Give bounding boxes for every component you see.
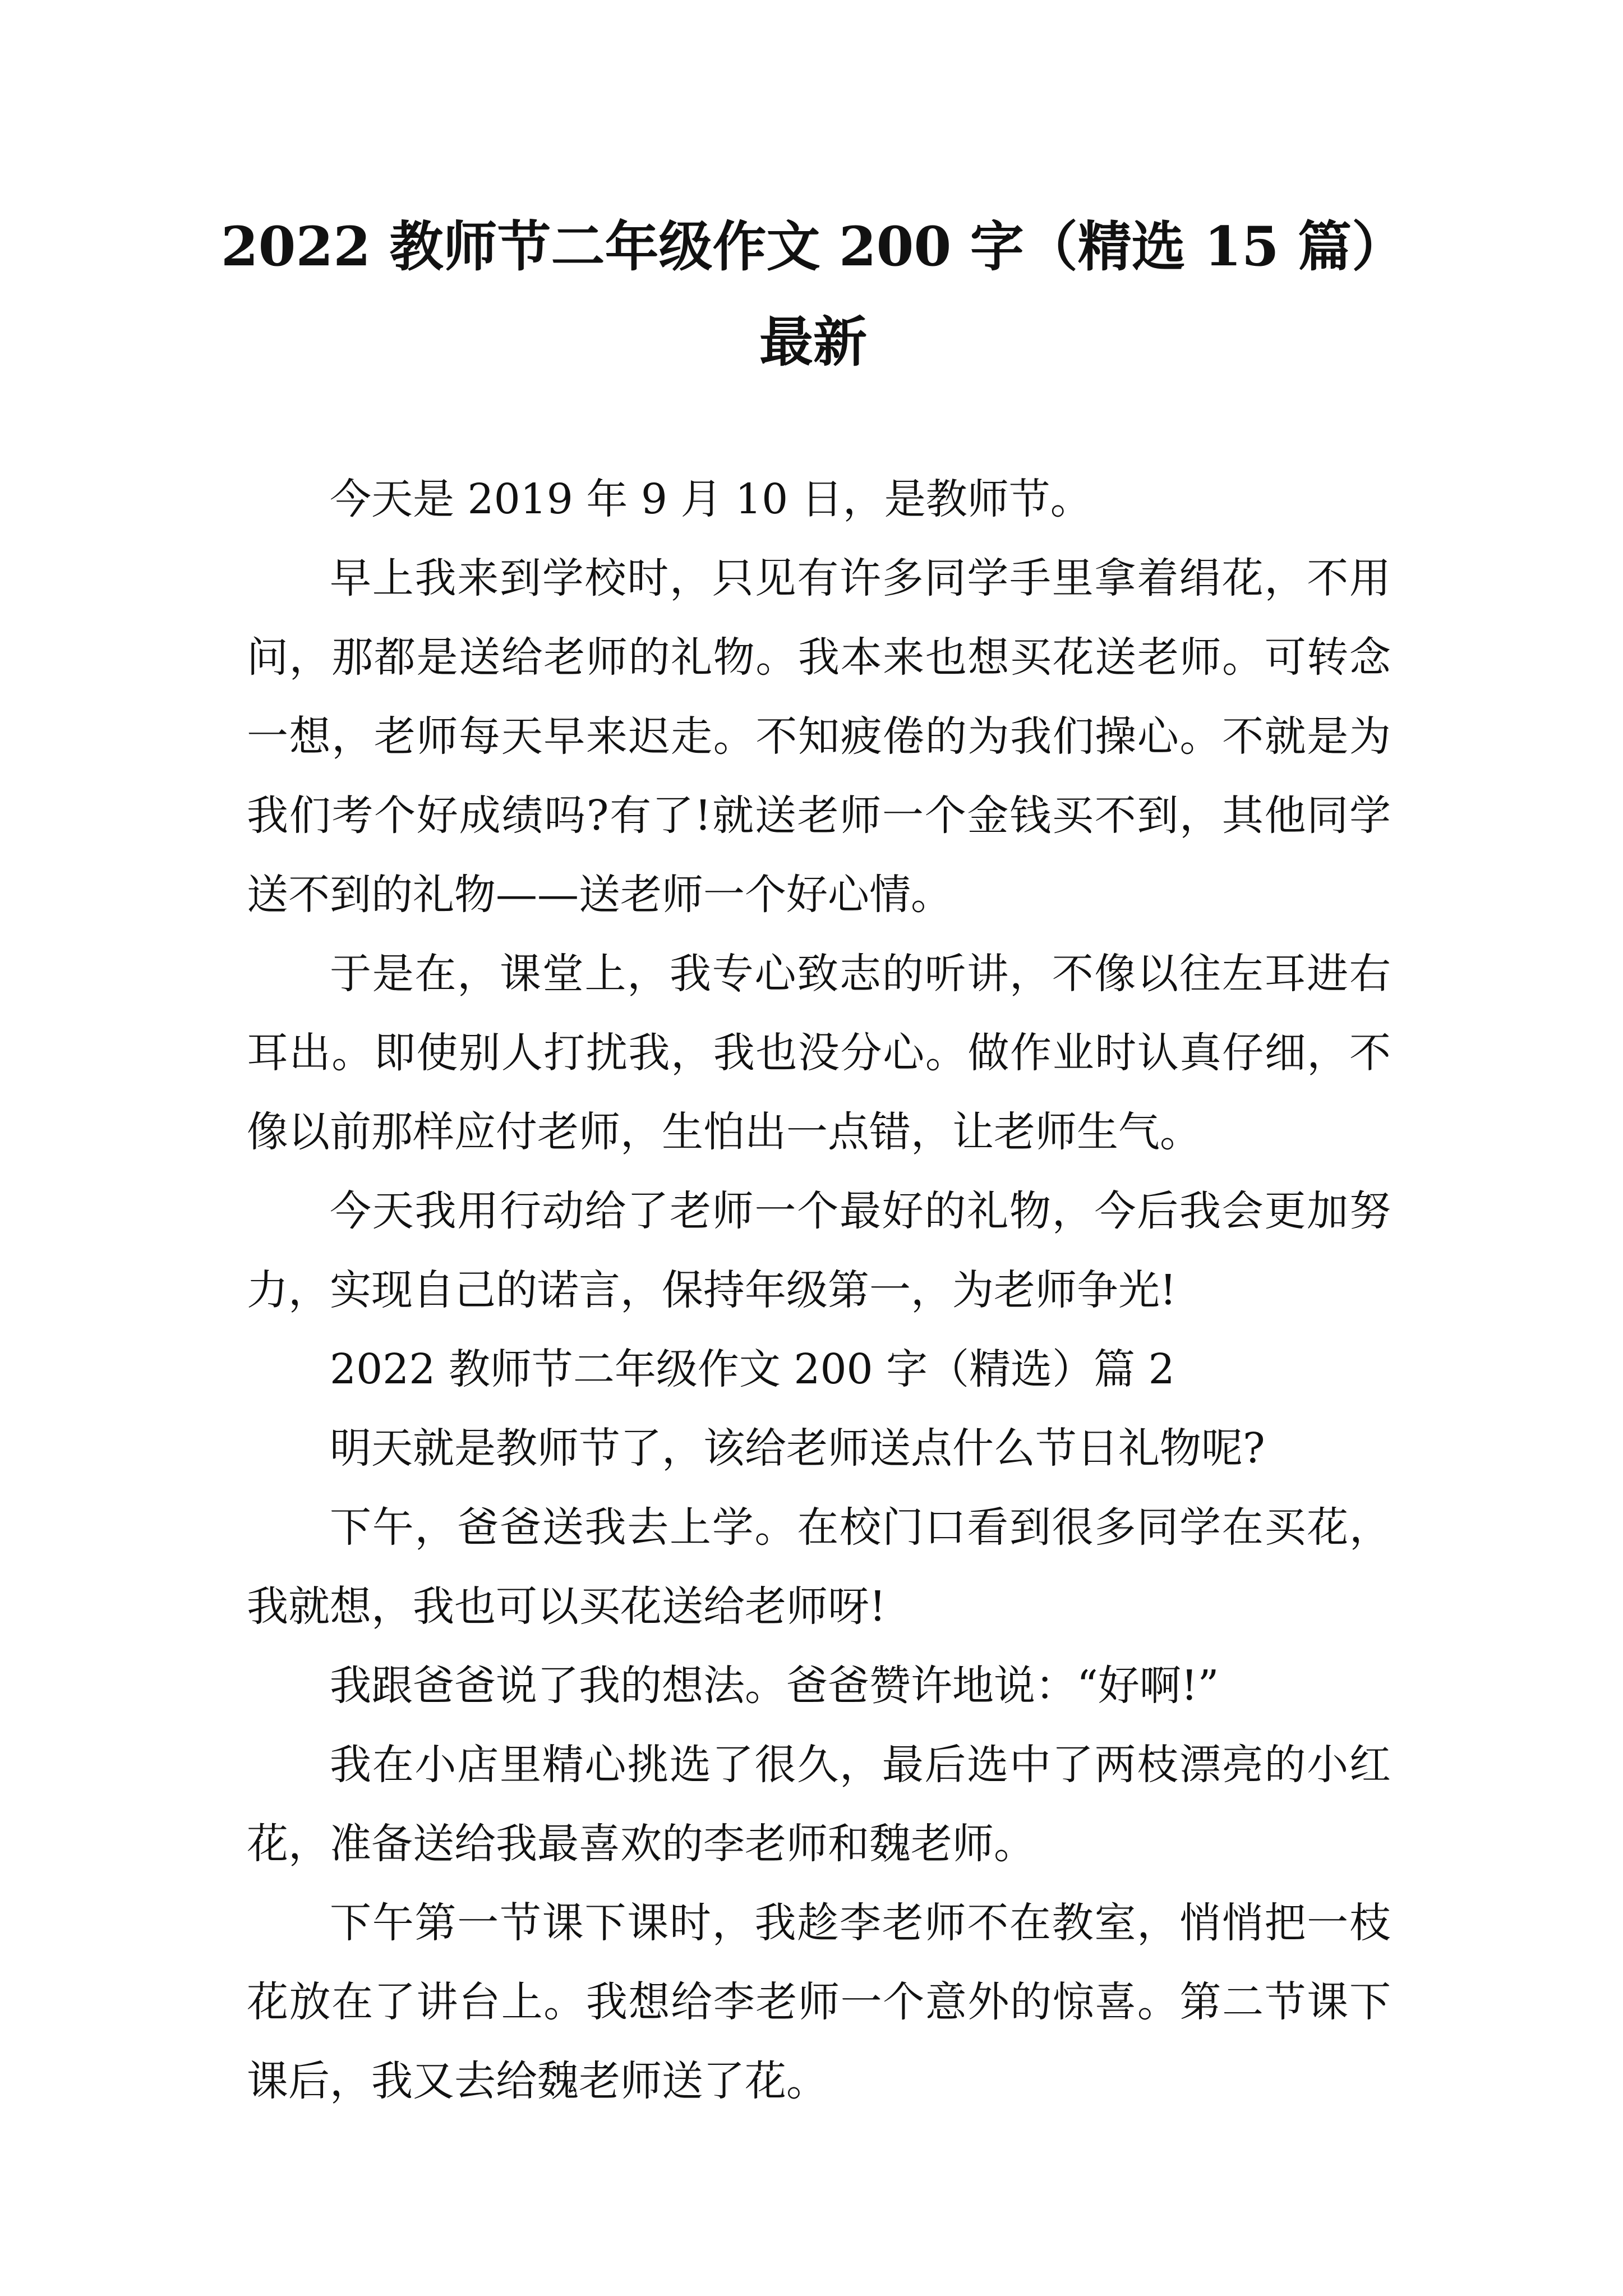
paragraph: 我在小店里精心挑选了很久，最后选中了两枝漂亮的小红花，准备送给我最喜欢的李老师和魏老师。 xyxy=(247,1741,1391,1868)
document-title xyxy=(213,199,1413,390)
section-heading: 2022 教师节二年级作文 200 字（精选）篇 2 xyxy=(330,1345,1175,1393)
paragraph: 于是在，课堂上，我专心致志的听讲，不像以往左耳进右耳出。即使别人打扰我，我也没分心。做作业时认真仔细，不像以前那样应付老师，生怕出一点错，让老师生气。 xyxy=(247,950,1391,1156)
paragraph: 早上我来到学校时，只见有许多同学手里拿着绢花，不用问，那都是送给老师的礼物。我本来也想买花送老师。可转念一想，老师每天早来迟走。不知疲倦的为我们操心。不就是为我们考个好成绩吗?有了!就送老师一个金钱买不到，其他同学送不到的礼物——送老师一个好心情。 xyxy=(247,554,1391,919)
document-body xyxy=(247,460,1391,2121)
paragraph: 今天是 2019 年 9 月 10 日，是教师节。 xyxy=(330,475,1092,523)
paragraph: 明天就是教师节了，该给老师送点什么节日礼物呢? xyxy=(330,1424,1265,1473)
title-line-2: 最新 xyxy=(759,310,867,374)
paragraph: 我跟爸爸说了我的想法。爸爸赞许地说：“好啊!” xyxy=(330,1662,1219,1710)
paragraph: 下午，爸爸送我去上学。在校门口看到很多同学在买花，我就想，我也可以买花送给老师呀! xyxy=(247,1503,1391,1631)
paragraph: 今天我用行动给了老师一个最好的礼物，今后我会更加努力，实现自己的诺言，保持年级第一，为老师争光! xyxy=(247,1187,1391,1314)
paragraph: 下午第一节课下课时，我趁李老师不在教室，悄悄把一枝花放在了讲台上。我想给李老师一个意外的惊喜。第二节课下课后，我又去给魏老师送了花。 xyxy=(247,1899,1391,2105)
title-line-1: 2022 教师节二年级作文 200 字（精选 15 篇） xyxy=(220,215,1406,278)
